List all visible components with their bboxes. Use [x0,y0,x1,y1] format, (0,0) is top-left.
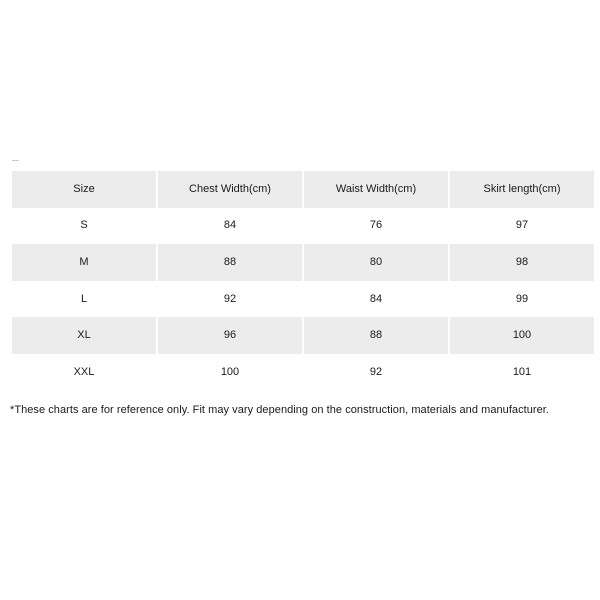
size-cell: L [80,292,88,305]
table-row [12,354,594,391]
chest-width-cell: 84 [223,219,237,232]
header-cell-waist-width: Waist Width(cm) [304,171,448,208]
chest-width-cell: 100 [220,365,240,378]
size-chart-table [10,171,596,391]
skirt-length-cell: 97 [515,219,529,232]
chest-width-cell: 92 [223,292,237,305]
waist-width-cell: 84 [369,292,383,305]
decorative-dash [12,160,19,161]
skirt-length-cell: 101 [512,365,532,378]
header-cell-skirt-length: Skirt length(cm) [450,171,594,208]
waist-width-cell: 80 [304,244,448,281]
chest-width-cell: 88 [158,244,302,281]
table-header-row [12,171,594,208]
header-cell-size: Size [12,171,156,208]
skirt-length-cell: 99 [515,292,529,305]
size-cell: S [80,219,88,232]
table-row [12,317,594,354]
skirt-length-cell: 100 [450,317,594,354]
chest-width-cell: 96 [158,317,302,354]
size-cell: M [12,244,156,281]
waist-width-cell: 88 [304,317,448,354]
table-row [12,208,594,245]
waist-width-cell: 76 [369,219,383,232]
reference-footnote: *These charts are for reference only. Fit may vary depending on the construction, materials and manufacturer. [10,404,550,416]
header-cell-chest-width: Chest Width(cm) [158,171,302,208]
skirt-length-cell: 98 [450,244,594,281]
table-row [12,281,594,318]
waist-width-cell: 92 [369,365,383,378]
size-cell: XXL [73,365,95,378]
table-row [12,244,594,281]
size-cell: XL [12,317,156,354]
